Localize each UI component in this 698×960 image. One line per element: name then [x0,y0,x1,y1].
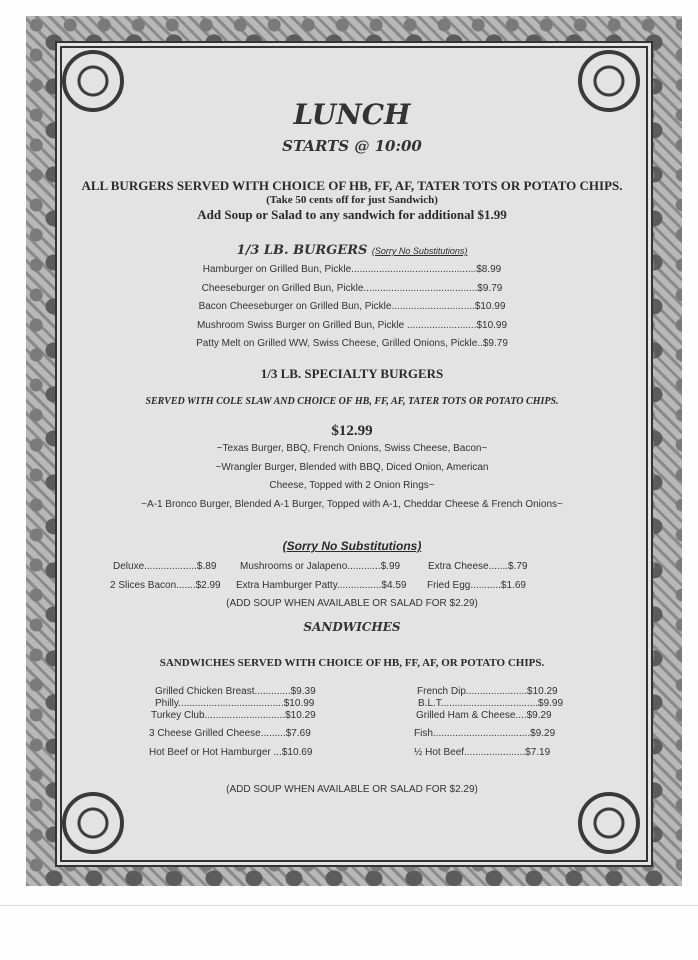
addon-item: Deluxe...................$.89 [113,561,217,572]
sandwich-item: Philly......................................$10.99 [155,698,315,709]
specialty-price: $12.99 [331,423,373,439]
specialty-heading: 1/3 LB. SPECIALTY BURGERS [260,366,444,381]
menu-item: ~A-1 Bronco Burger, Blended A-1 Burger, Topped with A-1, Cheddar Cheese & French Onions~ [141,499,563,510]
celtic-knot-icon [578,792,640,854]
menu-item: ~Wrangler Burger, Blended with BBQ, Diced Onion, American [215,462,489,473]
addon-item: Extra Cheese.......$.79 [428,561,528,572]
sandwich-item: Fish...................................$9.29 [414,728,556,739]
addons-note: (Sorry No Substitutions) [282,539,422,553]
sandwiches-served: SANDWICHES SERVED WITH CHOICE OF HB, FF, AF, OR POTATO CHIPS. [159,657,545,669]
menu-item: Hamburger on Grilled Bun, Pickle.............................................$8.99 [202,264,502,275]
sandwiches-heading: SANDWICHES [303,620,401,634]
intro-line-1: ALL BURGERS SERVED WITH CHOICE OF HB, FF, AF, TATER TOTS OR POTATO CHIPS. [81,178,623,193]
addon-item: Fried Egg...........$1.69 [427,580,526,591]
celtic-knot-icon [62,792,124,854]
menu-item: ~Texas Burger, BBQ, French Onions, Swiss Cheese, Bacon~ [216,443,488,454]
sandwiches-soup-note: (ADD SOUP WHEN AVAILABLE OR SALAD FOR $2.29) [226,784,478,795]
menu-item: Patty Melt on Grilled WW, Swiss Cheese, Grilled Onions, Pickle..$9.79 [196,338,508,349]
addon-item: Extra Hamburger Patty................$4.59 [236,580,407,591]
sandwich-item: ½ Hot Beef......................$7.19 [414,747,551,758]
intro-line-3: Add Soup or Salad to any sandwich for additional $1.99 [197,207,507,222]
menu-item: Cheeseburger on Grilled Bun, Pickle.........................................$9.79 [201,283,503,294]
addon-item: Mushrooms or Jalapeno............$.99 [240,561,401,572]
menu-item: Cheese, Topped with 2 Onion Rings~ [269,480,435,491]
specialty-served: SERVED WITH COLE SLAW AND CHOICE OF HB, FF, AF, TATER TOTS OR POTATO CHIPS. [145,396,559,407]
sandwich-item: B.L.T...................................$9.99 [418,698,564,709]
sandwich-item: Turkey Club.............................$10.29 [151,710,316,721]
sandwich-item: Hot Beef or Hot Hamburger ...$10.69 [149,747,313,758]
burgers-header [60,241,644,259]
sandwich-item: French Dip......................$10.29 [417,686,558,697]
menu-item: Mushroom Swiss Burger on Grilled Bun, Pickle .........................$10.99 [196,320,508,331]
menu-panel [60,46,648,862]
sandwich-item: Grilled Ham & Cheese....$9.29 [416,710,552,721]
start-time: STARTS @ 10:00 [282,137,422,155]
divider [0,905,698,906]
intro-line-2: (Take 50 cents off for just Sandwich) [266,194,438,206]
sandwich-item: Grilled Chicken Breast.............$9.39 [155,686,316,697]
sandwich-item: 3 Cheese Grilled Cheese.........$7.69 [149,728,311,739]
menu-item: Bacon Cheeseburger on Grilled Bun, Pickle..............................$10.99 [198,301,506,312]
burgers-heading: 1/3 LB. BURGERS [236,243,368,258]
burgers-note: (Sorry No Substitutions) [371,246,468,256]
page-title: LUNCH [293,98,411,131]
addons-soup-note: (ADD SOUP WHEN AVAILABLE OR SALAD FOR $2.29) [226,598,478,609]
addon-item: 2 Slices Bacon.......$2.99 [110,580,221,591]
